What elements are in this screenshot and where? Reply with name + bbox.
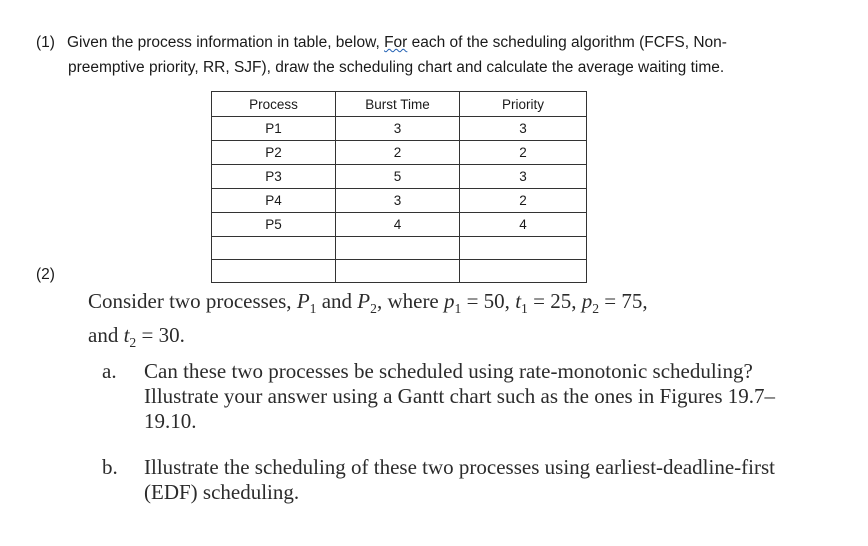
question-1-number: (1) [36, 34, 55, 51]
period-p1: p [444, 289, 455, 313]
table-row [212, 141, 587, 165]
cell-priority: 3 [460, 117, 587, 141]
item-label: a. [102, 359, 117, 383]
empty-cell [336, 237, 460, 260]
cell-priority: 2 [460, 189, 587, 213]
cell-priority: 2 [460, 141, 587, 165]
table-row [212, 165, 587, 189]
item-label: b. [102, 455, 118, 479]
subscript: 2 [129, 335, 137, 351]
question-2-number: (2) [36, 266, 55, 283]
subscript: 1 [521, 301, 528, 317]
intro-text: , where [376, 289, 445, 313]
intro-text: and [88, 323, 124, 348]
list-item [102, 455, 822, 511]
subscript: 1 [309, 301, 317, 317]
cell-process: P1 [212, 117, 336, 141]
question-1-line-2: preemptive priority, RR, SJF), draw the scheduling chart and calculate the average waiting time. [68, 59, 725, 76]
cell-burst: 4 [336, 213, 460, 237]
header-priority: Priority [460, 92, 587, 117]
intro-text: Consider two processes, [88, 289, 297, 313]
cell-process: P4 [212, 189, 336, 213]
cell-burst: 3 [336, 117, 460, 141]
process-table [211, 91, 587, 283]
time-t2: t [123, 323, 130, 348]
question-1-line-1 [36, 30, 727, 55]
intro-text: and [316, 289, 358, 313]
cell-priority: 4 [460, 213, 587, 237]
cell-process: P2 [212, 141, 336, 165]
question-1-text-start: Given the process information in table, below, [67, 34, 385, 51]
question-2-intro [88, 288, 818, 356]
header-burst-time: Burst Time [336, 92, 460, 117]
process-p2: P [357, 289, 371, 313]
empty-cell [212, 260, 336, 283]
question-1-text-end: each of the scheduling algorithm (FCFS, Non- [407, 34, 727, 51]
cell-process: P5 [212, 213, 336, 237]
item-text: Can these two processes be scheduled using rate-monotonic scheduling? Illustrate your answer using a Gantt chart such as the ones in Figures 19.7–19.10. [144, 359, 776, 433]
value: = 50, [461, 289, 516, 313]
table-empty-row [212, 260, 587, 283]
value: = 75, [599, 289, 648, 313]
table-header-row [212, 92, 587, 117]
subscript: 2 [370, 301, 377, 317]
cell-process: P3 [212, 165, 336, 189]
table-row [212, 117, 587, 141]
value: = 30. [136, 323, 185, 348]
subscript: 2 [592, 301, 600, 317]
cell-burst: 5 [336, 165, 460, 189]
process-p1: P [296, 289, 310, 313]
time-t1: t [515, 289, 522, 313]
item-text: Illustrate the scheduling of these two processes using earliest-deadline-first (EDF) scheduling. [144, 455, 775, 504]
list-item [102, 359, 822, 439]
empty-cell [460, 237, 587, 260]
table-row [212, 189, 587, 213]
empty-cell [336, 260, 460, 283]
empty-cell [460, 260, 587, 283]
table-row [212, 213, 587, 237]
header-process: Process [212, 92, 336, 117]
value: = 25, [527, 289, 582, 313]
cell-priority: 3 [460, 165, 587, 189]
period-p2: p [581, 289, 593, 313]
empty-cell [212, 237, 336, 260]
cell-burst: 2 [336, 141, 460, 165]
cell-burst: 3 [336, 189, 460, 213]
spellcheck-underlined-word: For [384, 34, 408, 51]
subscript: 1 [454, 301, 462, 317]
table-empty-row [212, 237, 587, 260]
